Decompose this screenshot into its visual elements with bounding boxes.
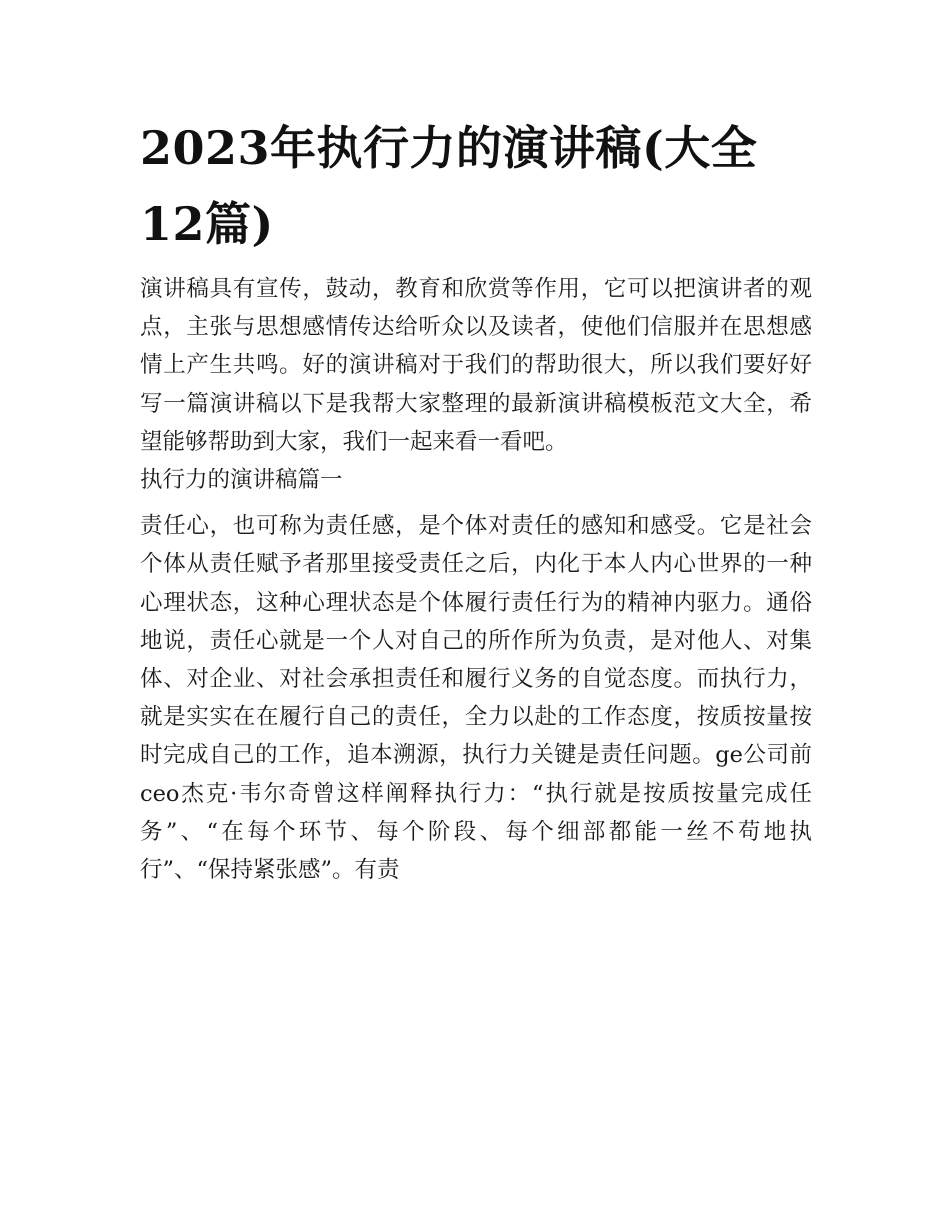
section-heading: 执行力的演讲稿篇一 — [140, 467, 343, 494]
document-title: 2023年执行力的演讲稿(大全12篇) — [140, 121, 758, 251]
document-content — [140, 110, 812, 889]
intro-paragraph: 演讲稿具有宣传，鼓动，教育和欣赏等作用，它可以把演讲者的观点，主张与思想感情传达给听众以及读者，使他们信服并在思想感情上产生共鸣。好的演讲稿对于我们的帮助很大，所以我们要好好写一篇演讲稿以下是我帮大家整理的最新演讲稿模板范文大全，希望能够帮助到大家，我们一起来看一看吧。 — [140, 276, 812, 455]
body-paragraph: 责任心，也可称为责任感，是个体对责任的感知和感受。它是社会个体从责任赋予者那里接受责任之后，内化于本人内心世界的一种心理状态，这种心理状态是个体履行责任行为的精神内驱力。通俗地说，责任心就是一个人对自己的所作所为负责，是对他人、对集体、对企业、对社会承担责任和履行义务的自觉态度。而执行力，就是实实在在履行自己的责任，全力以赴的工作态度，按质按量按时完成自己的工作，追本溯源，执行力关键是责任问题。ge公司前ceo杰克·韦尔奇曾这样阐释执行力：“执行就是按质按量完成任务”、“在每个环节、每个阶段、每个细部都能一丝不苟地执行”、“保持紧张感”。有责 — [140, 513, 812, 884]
